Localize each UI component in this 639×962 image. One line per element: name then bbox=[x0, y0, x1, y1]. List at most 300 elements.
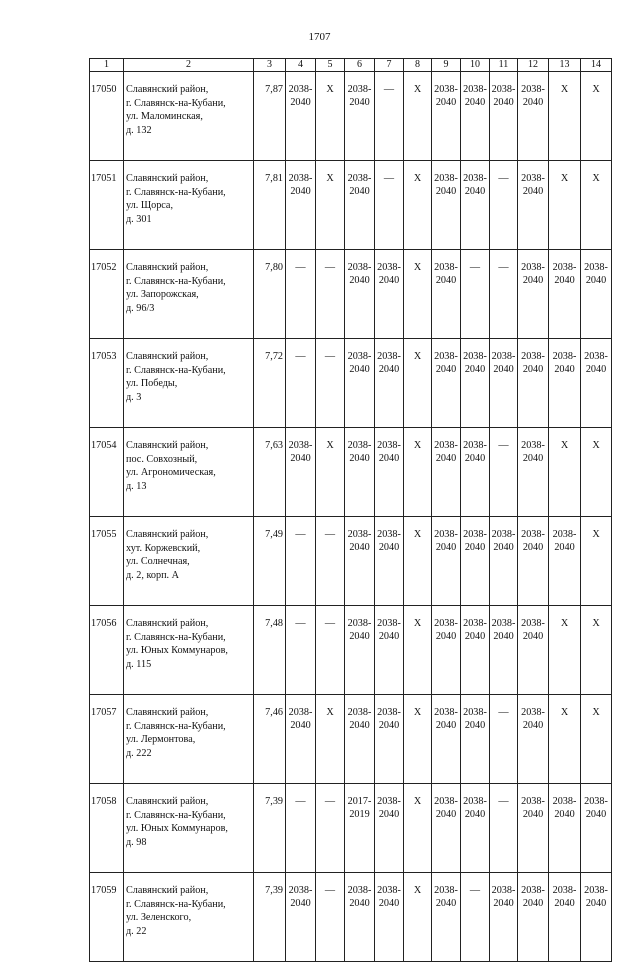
period-text: 2038- bbox=[521, 84, 545, 95]
address-cell bbox=[124, 428, 254, 517]
period-text: 2040 bbox=[464, 631, 486, 642]
period-cell bbox=[375, 695, 404, 784]
period-text: 2040 bbox=[585, 809, 607, 820]
value-cell: 7,80 bbox=[254, 250, 286, 339]
period-text: 2040 bbox=[435, 275, 457, 286]
period-cell bbox=[581, 161, 612, 250]
period-text: 2038- bbox=[434, 796, 458, 807]
period-cell bbox=[581, 873, 612, 962]
period-cell bbox=[375, 161, 404, 250]
period-text: 2040 bbox=[435, 97, 457, 108]
period-text: 2038- bbox=[491, 885, 516, 896]
table-row bbox=[90, 784, 612, 873]
column-header: 3 bbox=[254, 59, 286, 72]
period-text: X bbox=[592, 707, 600, 718]
period-cell bbox=[461, 72, 490, 161]
period-text: 2038- bbox=[552, 529, 577, 540]
address-line: Славянский район, bbox=[126, 618, 209, 629]
period-text: 2040 bbox=[378, 542, 400, 553]
period-cell bbox=[286, 161, 316, 250]
record-number: 17057 bbox=[90, 695, 124, 784]
address-cell bbox=[124, 873, 254, 962]
period-cell bbox=[581, 72, 612, 161]
period-text: 2040 bbox=[290, 720, 311, 731]
period-cell bbox=[461, 161, 490, 250]
address-line: ул. Лермонтова, bbox=[126, 734, 196, 746]
period-text: 2038- bbox=[347, 173, 372, 184]
period-text: X bbox=[592, 618, 600, 629]
period-text: 2040 bbox=[349, 97, 370, 108]
period-text: 2040 bbox=[378, 720, 400, 731]
period-cell bbox=[404, 72, 432, 161]
period-text: 2038- bbox=[463, 796, 487, 807]
period-cell bbox=[316, 250, 345, 339]
period-text: 2040 bbox=[522, 542, 544, 553]
period-text: 2038- bbox=[434, 173, 458, 184]
table-row bbox=[90, 72, 612, 161]
register-table bbox=[89, 58, 612, 962]
period-cell bbox=[432, 517, 461, 606]
period-text: 2040 bbox=[464, 720, 486, 731]
period-cell bbox=[549, 695, 581, 784]
table-body bbox=[90, 72, 612, 962]
period-text: — bbox=[324, 351, 336, 362]
period-text: 2038- bbox=[584, 885, 608, 896]
period-cell bbox=[375, 428, 404, 517]
period-text: 2040 bbox=[522, 631, 544, 642]
value-cell: 7,87 bbox=[254, 72, 286, 161]
period-text: 2040 bbox=[585, 898, 607, 909]
period-text: X bbox=[413, 618, 422, 629]
address-line: пос. Совхозный, bbox=[126, 453, 198, 465]
column-header: 9 bbox=[432, 59, 461, 72]
address-line: ул. Агрономическая, bbox=[126, 467, 216, 479]
period-cell bbox=[518, 873, 549, 962]
period-text: 2038- bbox=[552, 796, 577, 807]
record-number: 17050 bbox=[90, 72, 124, 161]
period-cell bbox=[432, 339, 461, 428]
period-text: 2038- bbox=[521, 262, 545, 273]
period-cell bbox=[316, 161, 345, 250]
period-text: — bbox=[324, 885, 336, 896]
period-cell bbox=[345, 161, 375, 250]
period-cell bbox=[286, 72, 316, 161]
period-text: — bbox=[498, 262, 509, 273]
period-cell bbox=[549, 161, 581, 250]
period-cell bbox=[490, 339, 518, 428]
period-cell bbox=[518, 428, 549, 517]
period-text: 2038- bbox=[463, 440, 487, 451]
period-text: 2038- bbox=[521, 440, 545, 451]
period-text: 2040 bbox=[464, 186, 486, 197]
period-cell bbox=[461, 873, 490, 962]
period-text: 2040 bbox=[493, 898, 514, 909]
column-header: 1 bbox=[90, 59, 124, 72]
period-text: 2038- bbox=[377, 885, 401, 896]
period-text: 2040 bbox=[554, 275, 575, 286]
period-cell bbox=[461, 784, 490, 873]
table-row bbox=[90, 428, 612, 517]
period-cell bbox=[375, 784, 404, 873]
period-text: 2038- bbox=[288, 707, 313, 718]
address-line: г. Славянск-на-Кубани, bbox=[126, 186, 226, 198]
period-text: X bbox=[560, 707, 569, 718]
period-cell bbox=[375, 606, 404, 695]
column-header: 7 bbox=[375, 59, 404, 72]
period-cell bbox=[432, 606, 461, 695]
period-cell bbox=[518, 695, 549, 784]
period-cell bbox=[432, 250, 461, 339]
period-text: 2040 bbox=[349, 186, 370, 197]
period-text: — bbox=[324, 618, 336, 629]
period-cell bbox=[518, 72, 549, 161]
period-text: 2019 bbox=[349, 809, 370, 820]
period-cell bbox=[375, 517, 404, 606]
period-text: 2040 bbox=[435, 898, 457, 909]
period-text: 2040 bbox=[349, 720, 370, 731]
period-text: 2038- bbox=[521, 796, 545, 807]
period-text: — bbox=[295, 351, 306, 362]
period-cell bbox=[345, 873, 375, 962]
address-line: Славянский район, bbox=[126, 796, 209, 807]
address-line: г. Славянск-на-Кубани, bbox=[126, 898, 226, 910]
period-text: 2040 bbox=[290, 97, 311, 108]
period-text: X bbox=[592, 84, 600, 95]
period-text: 2040 bbox=[493, 364, 514, 375]
period-text: — bbox=[295, 262, 306, 273]
period-cell bbox=[518, 784, 549, 873]
address-cell bbox=[124, 695, 254, 784]
period-cell bbox=[404, 517, 432, 606]
period-text: 2040 bbox=[464, 809, 486, 820]
period-text: X bbox=[413, 440, 422, 451]
period-text: 2038- bbox=[347, 885, 372, 896]
period-text: 2038- bbox=[463, 618, 487, 629]
period-text: — bbox=[324, 796, 336, 807]
address-cell bbox=[124, 784, 254, 873]
record-number: 17055 bbox=[90, 517, 124, 606]
period-cell bbox=[549, 250, 581, 339]
period-cell bbox=[286, 428, 316, 517]
table-row bbox=[90, 606, 612, 695]
period-cell bbox=[461, 606, 490, 695]
address-line: д. 98 bbox=[126, 836, 147, 848]
address-line: Славянский район, bbox=[126, 707, 209, 718]
period-text: 2038- bbox=[521, 173, 545, 184]
period-text: 2038- bbox=[434, 618, 458, 629]
period-cell bbox=[490, 873, 518, 962]
period-text: 2038- bbox=[434, 351, 458, 362]
address-line: г. Славянск-на-Кубани, bbox=[126, 631, 226, 643]
address-line: Славянский район, bbox=[126, 351, 209, 362]
address-line: ул. Победы, bbox=[126, 378, 178, 390]
value-cell: 7,39 bbox=[254, 873, 286, 962]
address-line: Славянский район, bbox=[126, 173, 209, 184]
period-text: 2040 bbox=[290, 186, 311, 197]
period-cell bbox=[345, 784, 375, 873]
period-cell bbox=[375, 72, 404, 161]
period-text: X bbox=[413, 796, 422, 807]
period-cell bbox=[581, 695, 612, 784]
period-cell bbox=[404, 873, 432, 962]
period-cell bbox=[549, 339, 581, 428]
period-text: X bbox=[413, 351, 422, 362]
period-text: 2038- bbox=[434, 440, 458, 451]
record-number: 17059 bbox=[90, 873, 124, 962]
period-cell bbox=[581, 339, 612, 428]
period-cell bbox=[316, 784, 345, 873]
period-cell bbox=[375, 873, 404, 962]
period-cell bbox=[581, 606, 612, 695]
period-text: 2038- bbox=[377, 529, 401, 540]
period-text: 2038- bbox=[347, 618, 372, 629]
address-line: ул. Зеленского, bbox=[126, 912, 192, 924]
period-text: 2040 bbox=[435, 542, 457, 553]
period-text: 2038- bbox=[552, 885, 577, 896]
period-text: — bbox=[469, 262, 481, 273]
period-cell bbox=[345, 428, 375, 517]
period-text: 2038- bbox=[347, 440, 372, 451]
period-cell bbox=[549, 606, 581, 695]
address-line: д. 3 bbox=[126, 391, 142, 403]
period-cell bbox=[345, 72, 375, 161]
period-text: 2040 bbox=[435, 631, 457, 642]
period-text: 2040 bbox=[290, 898, 311, 909]
period-text: X bbox=[592, 529, 600, 540]
period-cell bbox=[518, 161, 549, 250]
period-cell bbox=[549, 72, 581, 161]
period-cell bbox=[316, 606, 345, 695]
period-text: — bbox=[324, 262, 336, 273]
column-header: 13 bbox=[549, 59, 581, 72]
address-line: г. Славянск-на-Кубани, bbox=[126, 97, 226, 109]
period-cell bbox=[549, 873, 581, 962]
period-text: 2040 bbox=[378, 453, 400, 464]
value-cell: 7,81 bbox=[254, 161, 286, 250]
period-text: 2040 bbox=[522, 186, 544, 197]
address-cell bbox=[124, 72, 254, 161]
period-text: 2038- bbox=[434, 529, 458, 540]
period-text: 2040 bbox=[435, 809, 457, 820]
period-cell bbox=[286, 695, 316, 784]
period-text: 2038- bbox=[347, 707, 372, 718]
period-text: 2040 bbox=[435, 720, 457, 731]
period-cell bbox=[581, 428, 612, 517]
period-text: 2038- bbox=[463, 173, 487, 184]
period-text: 2038- bbox=[377, 351, 401, 362]
period-text: 2038- bbox=[434, 84, 458, 95]
period-cell bbox=[490, 428, 518, 517]
period-cell bbox=[404, 695, 432, 784]
period-text: 2040 bbox=[435, 186, 457, 197]
period-text: X bbox=[413, 707, 422, 718]
period-text: 2038- bbox=[377, 618, 401, 629]
period-cell bbox=[286, 517, 316, 606]
period-text: 2017- bbox=[347, 796, 372, 807]
value-cell: 7,48 bbox=[254, 606, 286, 695]
period-text: X bbox=[326, 707, 334, 718]
period-text: 2040 bbox=[378, 364, 400, 375]
address-line: д. 132 bbox=[126, 124, 152, 136]
period-text: — bbox=[295, 529, 306, 540]
address-line: д. 301 bbox=[126, 213, 152, 225]
column-header: 2 bbox=[124, 59, 254, 72]
period-cell bbox=[518, 517, 549, 606]
value-cell: 7,72 bbox=[254, 339, 286, 428]
period-cell bbox=[345, 695, 375, 784]
period-text: 2038- bbox=[552, 351, 577, 362]
period-text: X bbox=[326, 440, 334, 451]
period-text: 2040 bbox=[522, 364, 544, 375]
period-text: 2038- bbox=[491, 84, 516, 95]
period-text: 2038- bbox=[463, 707, 487, 718]
period-cell bbox=[461, 517, 490, 606]
period-text: 2040 bbox=[349, 364, 370, 375]
period-text: 2040 bbox=[554, 898, 575, 909]
value-cell: 7,49 bbox=[254, 517, 286, 606]
address-line: д. 22 bbox=[126, 925, 147, 937]
period-text: 2040 bbox=[493, 97, 514, 108]
period-cell bbox=[316, 339, 345, 428]
period-text: 2040 bbox=[522, 809, 544, 820]
period-text: 2040 bbox=[522, 97, 544, 108]
column-header: 10 bbox=[461, 59, 490, 72]
address-line: Славянский район, bbox=[126, 262, 209, 273]
column-header: 12 bbox=[518, 59, 549, 72]
period-text: — bbox=[498, 707, 509, 718]
period-text: — bbox=[383, 84, 395, 95]
period-cell bbox=[404, 784, 432, 873]
period-text: 2038- bbox=[347, 529, 372, 540]
period-cell bbox=[490, 161, 518, 250]
record-number: 17053 bbox=[90, 339, 124, 428]
period-text: 2038- bbox=[584, 262, 608, 273]
period-text: 2040 bbox=[378, 631, 400, 642]
period-cell bbox=[461, 339, 490, 428]
period-cell bbox=[286, 250, 316, 339]
period-cell bbox=[581, 517, 612, 606]
header-row bbox=[90, 59, 612, 72]
record-number: 17052 bbox=[90, 250, 124, 339]
period-text: — bbox=[295, 796, 306, 807]
period-text: 2040 bbox=[554, 364, 575, 375]
period-cell bbox=[375, 339, 404, 428]
period-text: X bbox=[560, 618, 569, 629]
period-cell bbox=[404, 606, 432, 695]
period-text: 2038- bbox=[347, 351, 372, 362]
period-cell bbox=[404, 428, 432, 517]
period-text: 2040 bbox=[585, 275, 607, 286]
table-row bbox=[90, 695, 612, 784]
record-number: 17054 bbox=[90, 428, 124, 517]
period-text: 2038- bbox=[377, 707, 401, 718]
address-line: г. Славянск-на-Кубани, bbox=[126, 275, 226, 287]
period-cell bbox=[490, 784, 518, 873]
address-cell bbox=[124, 161, 254, 250]
period-text: 2038- bbox=[521, 707, 545, 718]
period-text: 2040 bbox=[435, 364, 457, 375]
address-line: д. 2, корп. А bbox=[126, 569, 179, 581]
period-text: 2038- bbox=[491, 351, 516, 362]
address-line: д. 222 bbox=[126, 747, 152, 759]
period-cell bbox=[345, 250, 375, 339]
period-cell bbox=[286, 339, 316, 428]
period-text: 2038- bbox=[491, 529, 516, 540]
period-text: 2040 bbox=[493, 631, 514, 642]
period-text: 2040 bbox=[349, 275, 370, 286]
period-text: 2040 bbox=[554, 809, 575, 820]
period-text: X bbox=[326, 84, 334, 95]
period-text: 2040 bbox=[349, 542, 370, 553]
period-cell bbox=[490, 250, 518, 339]
record-number: 17051 bbox=[90, 161, 124, 250]
period-text: 2040 bbox=[464, 97, 486, 108]
period-text: X bbox=[326, 173, 334, 184]
period-cell bbox=[316, 695, 345, 784]
period-text: X bbox=[560, 173, 569, 184]
period-cell bbox=[432, 784, 461, 873]
period-cell bbox=[518, 250, 549, 339]
period-text: 2040 bbox=[464, 542, 486, 553]
period-cell bbox=[404, 339, 432, 428]
period-cell bbox=[490, 695, 518, 784]
period-text: 2040 bbox=[349, 453, 370, 464]
period-text: X bbox=[413, 262, 422, 273]
period-text: 2038- bbox=[434, 707, 458, 718]
period-text: 2040 bbox=[493, 542, 514, 553]
address-cell bbox=[124, 606, 254, 695]
period-cell bbox=[345, 517, 375, 606]
address-line: г. Славянск-на-Кубани, bbox=[126, 809, 226, 821]
period-cell bbox=[490, 517, 518, 606]
period-cell bbox=[461, 695, 490, 784]
column-header: 4 bbox=[286, 59, 316, 72]
period-text: X bbox=[592, 440, 600, 451]
period-text: — bbox=[383, 173, 395, 184]
address-cell bbox=[124, 250, 254, 339]
address-line: д. 13 bbox=[126, 480, 147, 492]
address-line: Славянский район, bbox=[126, 440, 209, 451]
period-text: 2040 bbox=[378, 275, 400, 286]
value-cell: 7,63 bbox=[254, 428, 286, 517]
period-text: 2040 bbox=[349, 631, 370, 642]
column-header: 5 bbox=[316, 59, 345, 72]
period-text: 2038- bbox=[347, 262, 372, 273]
period-text: 2038- bbox=[552, 262, 577, 273]
period-cell bbox=[404, 161, 432, 250]
record-number: 17058 bbox=[90, 784, 124, 873]
period-cell bbox=[345, 339, 375, 428]
address-line: Славянский район, bbox=[126, 84, 209, 95]
period-cell bbox=[581, 784, 612, 873]
period-cell bbox=[549, 517, 581, 606]
address-line: ул. Солнечная, bbox=[126, 556, 190, 568]
period-text: 2038- bbox=[434, 885, 458, 896]
period-text: X bbox=[560, 84, 569, 95]
period-cell bbox=[316, 873, 345, 962]
column-header: 8 bbox=[404, 59, 432, 72]
period-text: — bbox=[498, 173, 509, 184]
period-text: 2038- bbox=[584, 351, 608, 362]
period-cell bbox=[461, 428, 490, 517]
period-text: X bbox=[413, 84, 422, 95]
period-text: 2038- bbox=[463, 351, 487, 362]
period-text: 2040 bbox=[464, 453, 486, 464]
period-text: 2040 bbox=[464, 364, 486, 375]
address-line: г. Славянск-на-Кубани, bbox=[126, 720, 226, 732]
address-line: Славянский район, bbox=[126, 885, 209, 896]
period-cell bbox=[518, 606, 549, 695]
